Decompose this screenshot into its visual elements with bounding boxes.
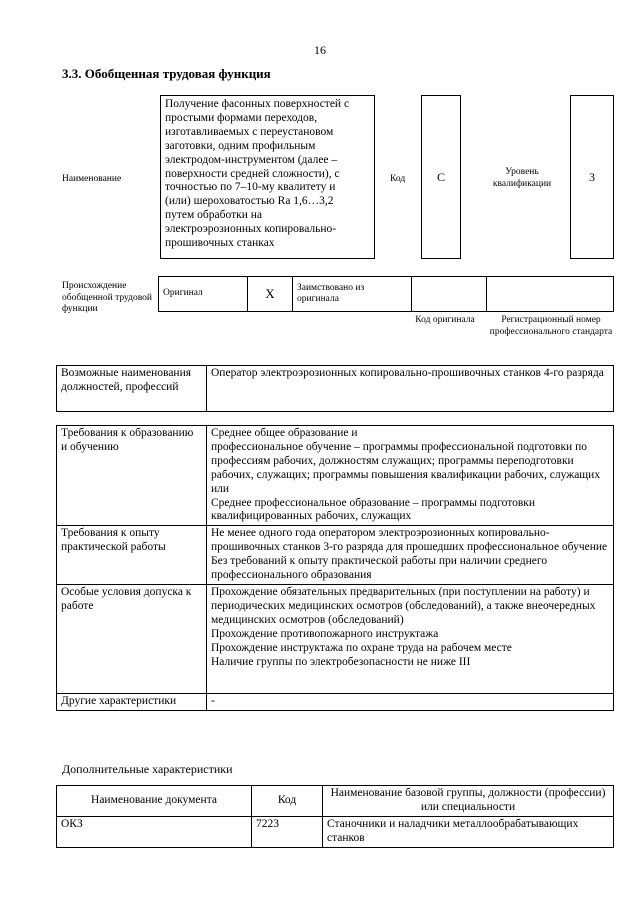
group-name-cell: Станочники и наладчики металлообрабатывающих станков: [323, 816, 614, 847]
table-header-row: [57, 786, 614, 817]
code-label: Код: [390, 174, 406, 184]
requirement-line: Не менее одного года оператором электроэрозионных копировально-прошивочных станков 3-го разряда для прошедших профессиональное обучение: [211, 527, 608, 554]
original-code-cell: [412, 277, 487, 312]
positions-table: [56, 365, 614, 412]
registration-number-cell: [487, 277, 614, 312]
original-mark: X: [248, 277, 293, 312]
column-header: Наименование базовой группы, должности (профессии) или специальности: [323, 786, 614, 817]
experience-requirements-label: Требования к опыту практической работы: [57, 526, 207, 585]
function-name-line: изготавливаемых с переустановом: [165, 125, 334, 138]
other-characteristics-value: -: [207, 694, 614, 711]
positions-label: Возможные наименования должностей, профессий: [57, 366, 207, 412]
requirement-line: Прохождение противопожарного инструктажа: [211, 627, 439, 640]
origin-table: [158, 276, 614, 312]
borrowed-label: Заимствовано из оригинала: [293, 277, 412, 312]
function-name-line: поверхности средней сложности), с: [165, 167, 340, 180]
original-code-label: Код оригинала: [415, 315, 475, 325]
function-name-line: путем обработки на: [165, 209, 262, 222]
function-name-line: заготовки, одним профильным: [165, 139, 316, 152]
function-name-line: простыми формами переходов,: [165, 111, 318, 124]
extra-characteristics-table: [56, 785, 614, 848]
requirement-line: Наличие группы по электробезопасности не ниже III: [211, 655, 471, 668]
function-name-line: Получение фасонных поверхностей с: [165, 98, 350, 110]
admission-conditions-value: [207, 584, 614, 693]
section-title: 3.3. Обобщенная трудовая функция: [62, 66, 271, 81]
table-row: [57, 694, 614, 711]
positions-value: Оператор электроэрозионных копировально-прошивочных станков 4-го разряда: [207, 366, 614, 412]
registration-number-label: Регистрационный номер профессионального стандарта: [489, 315, 613, 337]
name-label: Наименование: [62, 174, 122, 184]
education-requirements-label: Требования к образованию и обучению: [57, 426, 207, 526]
function-name-line: точностью по 7–10-му квалитету и: [165, 181, 336, 194]
function-name-line: электроэрозионных копировально-: [165, 223, 337, 236]
requirement-line: Прохождение обязательных предварительных (при поступлении на работу) и периодических медицинских осмотров (обследований), а также внеочередных медицинских осмотров (обследований): [211, 585, 596, 626]
function-name-line: (или) шероховатостью Ra 1,6…3,2: [165, 195, 334, 208]
education-requirements-value: [207, 426, 614, 526]
document-cell: ОКЗ: [57, 816, 252, 847]
function-name-line: прошивочных станках: [165, 237, 275, 250]
extra-characteristics-title: Дополнительные характеристики: [62, 762, 233, 776]
table-row: [57, 526, 614, 585]
table-row: [57, 426, 614, 526]
function-name-box: [160, 95, 375, 259]
qualification-level-value: 3: [570, 95, 614, 259]
function-name-line: электродом-инструментом (далее –: [165, 153, 338, 166]
requirement-line: Среднее профессиональное образование – программы подготовки квалифицированных рабочих, служащих: [211, 496, 536, 523]
requirement-line: профессиональное обучение – программы профессиональной подготовки по профессиям рабочих, должностям служащих; программы переподготовки рабочих, служащих; программы повышения квалификации рабочих, служащих: [211, 440, 601, 481]
requirement-line: Без требований к опыту практической работы при наличии среднего профессионального образования: [211, 555, 548, 582]
code-value: C: [421, 95, 461, 259]
qualification-level-label: Уровень квалификации: [492, 167, 552, 189]
requirement-line: Среднее общее образование и: [211, 427, 358, 439]
column-header: Код: [252, 786, 323, 817]
column-header: Наименование документа: [57, 786, 252, 817]
page-number: 16: [314, 43, 326, 57]
origin-label: Происхождение обобщенной трудовой функции: [62, 281, 152, 314]
table-row: [57, 584, 614, 693]
requirement-line: или: [211, 482, 230, 495]
admission-conditions-label: Особые условия допуска к работе: [57, 584, 207, 693]
table-row: [57, 816, 614, 847]
experience-requirements-value: [207, 526, 614, 585]
requirements-table: [56, 425, 614, 711]
original-label: Оригинал: [159, 277, 248, 312]
requirement-line: Прохождение инструктажа по охране труда на рабочем месте: [211, 641, 512, 654]
other-characteristics-label: Другие характеристики: [57, 694, 207, 711]
code-cell: 7223: [252, 816, 323, 847]
